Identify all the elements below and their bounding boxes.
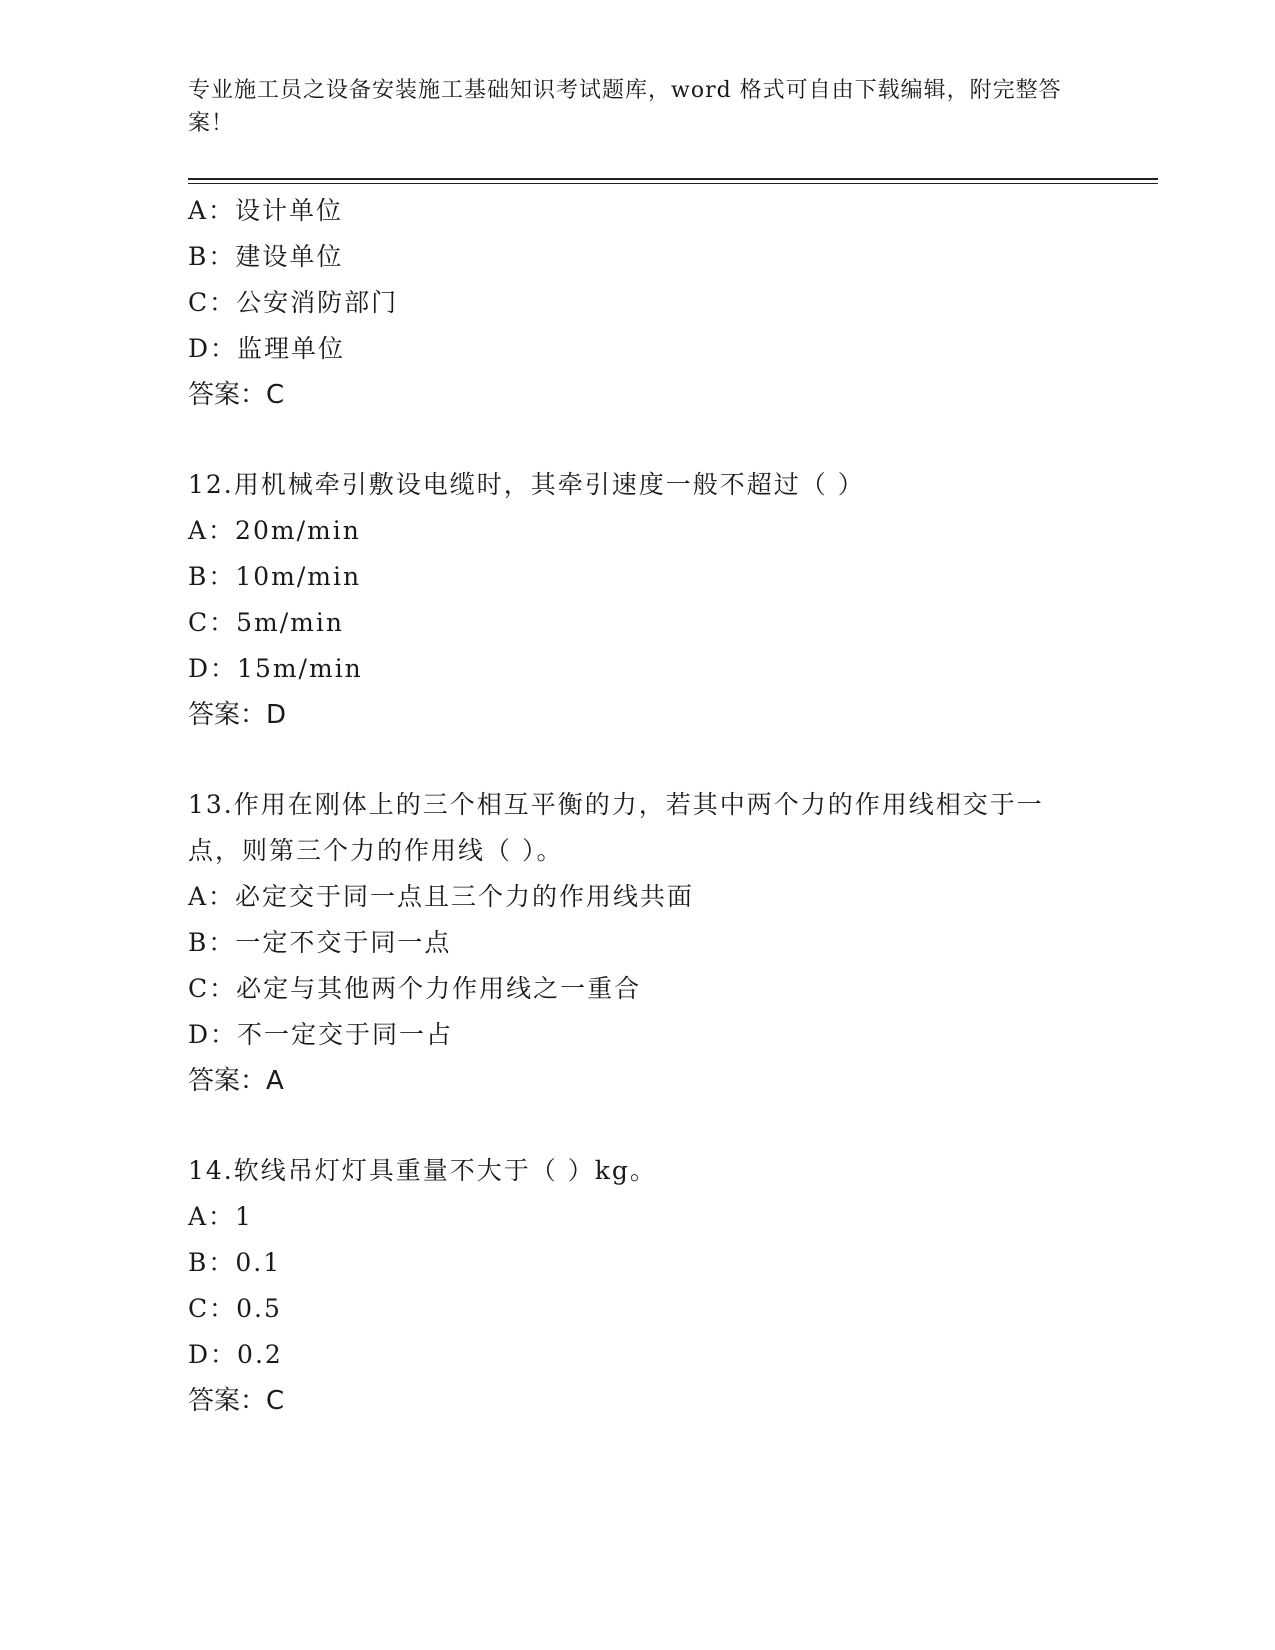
- option-a: A：必定交于同一点且三个力的作用线共面: [188, 882, 695, 911]
- option-d: D：15m/min: [188, 654, 363, 683]
- header-divider-thick: [188, 178, 1158, 180]
- option-c: C：0.5: [188, 1294, 282, 1323]
- question-list: [188, 188, 1088, 1424]
- option-a: A：设计单位: [188, 196, 344, 225]
- answer: 答案：D: [188, 700, 287, 730]
- question-text: 12.用机械牵引敷设电缆时，其牵引速度一般不超过（ ）: [188, 470, 865, 499]
- option-c: C：必定与其他两个力作用线之一重合: [188, 974, 642, 1003]
- answer: 答案：C: [188, 1386, 285, 1416]
- option-d: D：0.2: [188, 1340, 283, 1369]
- document-header: 专业施工员之设备安装施工基础知识考试题库，word 格式可自由下载编辑，附完整答案！: [188, 78, 1062, 136]
- option-b: B：一定不交于同一点: [188, 928, 452, 957]
- option-b: B：0.1: [188, 1248, 282, 1277]
- question-text: 13.作用在刚体上的三个相互平衡的力，若其中两个力的作用线相交于一点，则第三个力的作用线（ ）。: [188, 790, 1044, 865]
- option-c: C：5m/min: [188, 608, 344, 637]
- option-b: B：10m/min: [188, 562, 362, 591]
- option-a: A：1: [188, 1202, 253, 1231]
- question-12: [188, 462, 1088, 738]
- question-14: [188, 1148, 1088, 1424]
- question-11: [188, 188, 1088, 418]
- header-divider-thin: [188, 183, 1158, 184]
- option-d: D：不一定交于同一占: [188, 1020, 454, 1049]
- answer: 答案：C: [188, 380, 285, 410]
- option-c: C：公安消防部门: [188, 288, 399, 317]
- option-d: D：监理单位: [188, 334, 346, 363]
- question-text: 14.软线吊灯灯具重量不大于（ ）kg。: [188, 1156, 657, 1185]
- question-13: [188, 782, 1088, 1104]
- option-a: A：20m/min: [188, 516, 361, 545]
- answer: 答案：A: [188, 1066, 284, 1096]
- option-b: B：建设单位: [188, 242, 344, 271]
